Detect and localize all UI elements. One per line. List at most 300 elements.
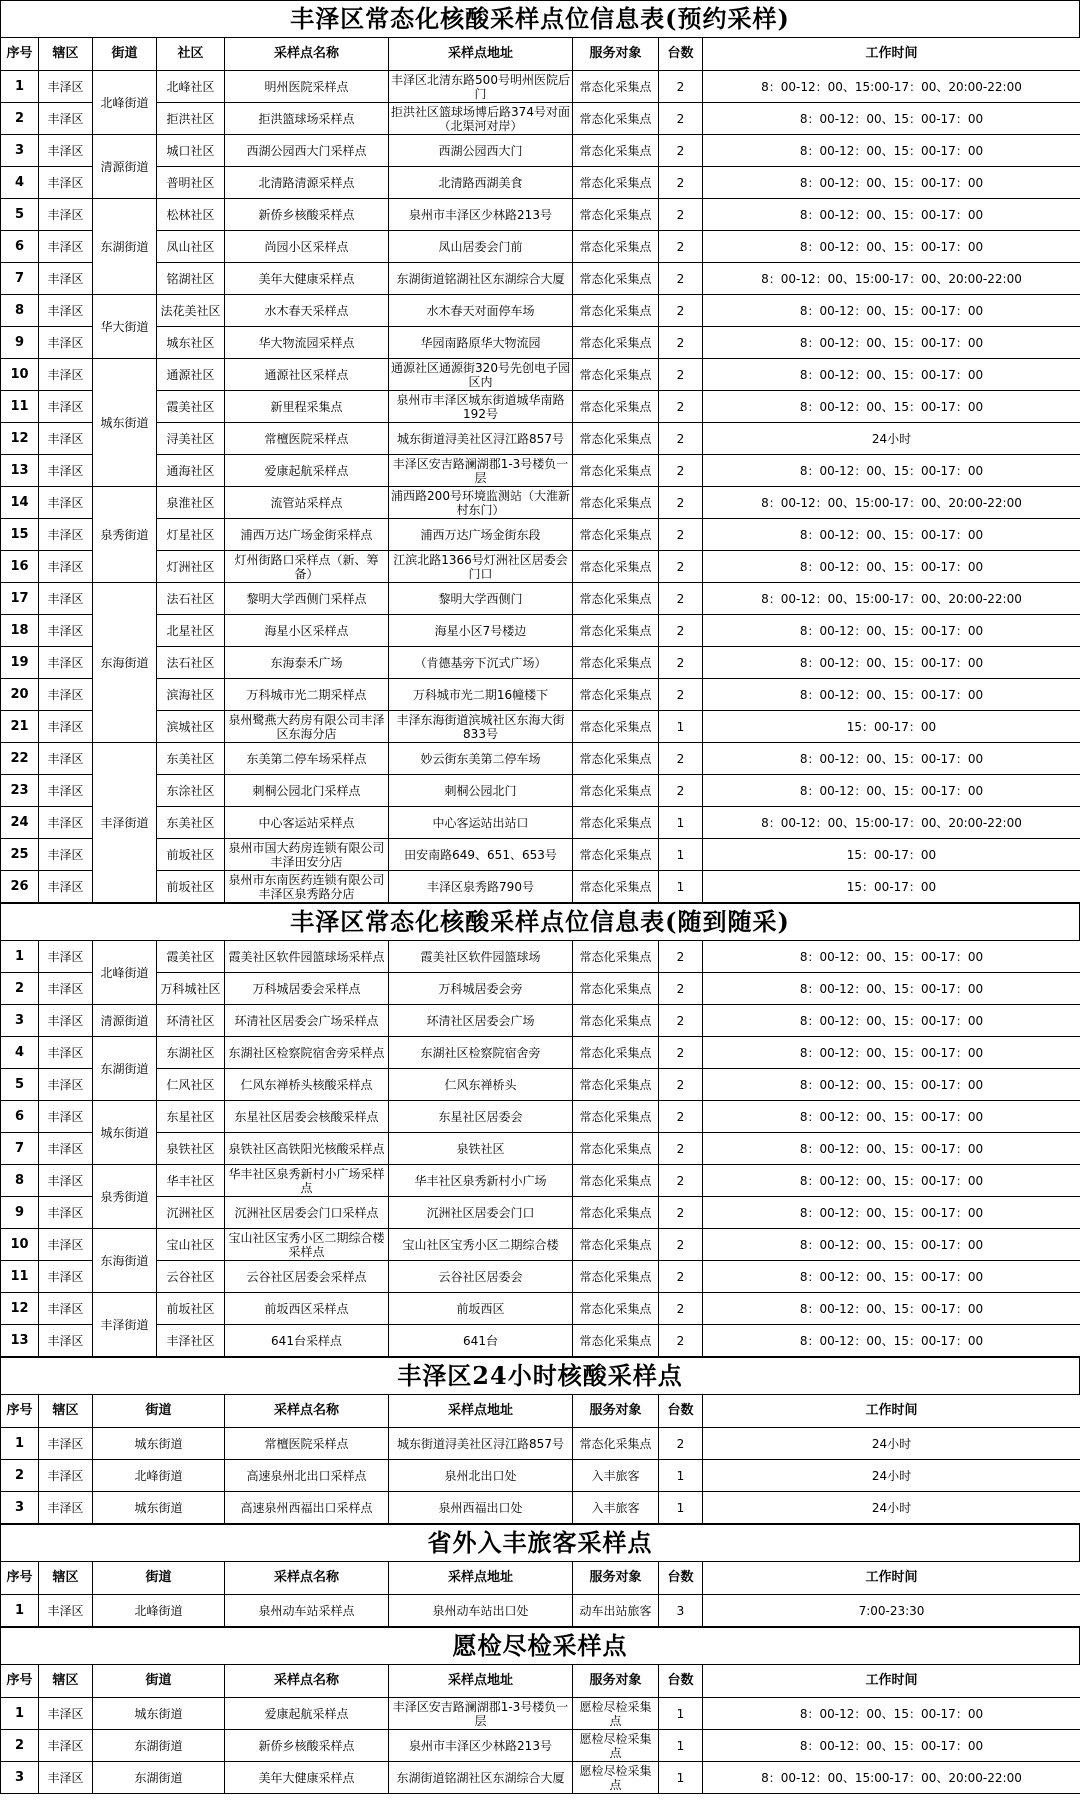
cell-site-name: 高速泉州北出口采样点: [225, 1460, 389, 1492]
table-row: [1, 1133, 1080, 1165]
cell-count: 2: [659, 359, 703, 391]
table-row: [1, 1293, 1080, 1325]
cell-count: 2: [659, 167, 703, 199]
header-site-name: 采样点名称: [225, 1665, 389, 1698]
cell-seq: 12: [1, 423, 39, 455]
cell-community: 灯星社区: [157, 519, 225, 551]
header-site-name: 采样点名称: [225, 38, 389, 71]
table-row: [1, 1261, 1080, 1293]
cell-work-time: 8：00-12：00、15：00-17：00: [703, 679, 1080, 711]
cell-site-address: 华丰社区泉秀新村小广场: [389, 1165, 573, 1197]
cell-work-time: 8：00-12：00、15：00-17：00: [703, 1133, 1080, 1165]
cell-work-time: 8：00-12：00、15：00-17：00: [703, 519, 1080, 551]
cell-street: 泉秀街道: [93, 1165, 157, 1229]
cell-seq: 3: [1, 135, 39, 167]
cell-district: 丰泽区: [39, 1261, 93, 1293]
cell-district: 丰泽区: [39, 1101, 93, 1133]
cell-site-name: 华大物流园采样点: [225, 327, 389, 359]
header-seq: 序号: [1, 1395, 39, 1428]
cell-community: 环清社区: [157, 1005, 225, 1037]
table-row: [1, 775, 1080, 807]
cell-district: 丰泽区: [39, 775, 93, 807]
cell-district: 丰泽区: [39, 1069, 93, 1101]
cell-seq: 16: [1, 551, 39, 583]
cell-site-address: 丰泽区泉秀路790号: [389, 871, 573, 903]
cell-count: 2: [659, 519, 703, 551]
cell-seq: 12: [1, 1293, 39, 1325]
cell-count: 2: [659, 679, 703, 711]
cell-community: 万科城社区: [157, 973, 225, 1005]
cell-service-target: 常态化采集点: [573, 615, 659, 647]
out-of-province-table-body: [1, 1595, 1080, 1627]
cell-work-time: 8：00-12：00、15：00-17：00: [703, 327, 1080, 359]
cell-count: 1: [659, 1460, 703, 1492]
cell-service-target: 常态化采集点: [573, 199, 659, 231]
cell-seq: 1: [1, 71, 39, 103]
cell-service-target: 愿检尽检采集点: [573, 1762, 659, 1794]
24h-table: [0, 1394, 1080, 1524]
cell-count: 2: [659, 103, 703, 135]
header-service-target: 服务对象: [573, 1665, 659, 1698]
cell-community: 铭湖社区: [157, 263, 225, 295]
cell-work-time: 8：00-12：00、15：00-17：00: [703, 941, 1080, 973]
cell-site-address: 浦西路200号环境监测站（大淮新村东门）: [389, 487, 573, 519]
cell-seq: 8: [1, 295, 39, 327]
cell-district: 丰泽区: [39, 1762, 93, 1794]
cell-site-address: 641台: [389, 1325, 573, 1357]
cell-service-target: 常态化采集点: [573, 807, 659, 839]
cell-seq: 2: [1, 973, 39, 1005]
cell-site-name: 北清路清源采样点: [225, 167, 389, 199]
cell-site-address: 妙云街东美第二停车场: [389, 743, 573, 775]
table-row: [1, 1325, 1080, 1357]
cell-service-target: 常态化采集点: [573, 1069, 659, 1101]
cell-community: 云谷社区: [157, 1261, 225, 1293]
table-row: [1, 807, 1080, 839]
cell-site-address: 中心客运站出站口: [389, 807, 573, 839]
cell-seq: 22: [1, 743, 39, 775]
cell-district: 丰泽区: [39, 807, 93, 839]
table-row: [1, 423, 1080, 455]
cell-community: 北峰社区: [157, 71, 225, 103]
cell-service-target: 常态化采集点: [573, 711, 659, 743]
header-work-time: 工作时间: [703, 38, 1080, 71]
cell-community: 泉铁社区: [157, 1133, 225, 1165]
cell-work-time: 15：00-17：00: [703, 839, 1080, 871]
cell-count: 2: [659, 295, 703, 327]
cell-service-target: 常态化采集点: [573, 1325, 659, 1357]
cell-count: 2: [659, 647, 703, 679]
walkin-table: [0, 940, 1080, 1357]
cell-site-address: 拒洪社区篮球场博后路374号对面（北渠河对岸）: [389, 103, 573, 135]
cell-site-address: 北清路西湖美食: [389, 167, 573, 199]
cell-count: 3: [659, 1595, 703, 1627]
cell-district: 丰泽区: [39, 1595, 93, 1627]
cell-service-target: 常态化采集点: [573, 167, 659, 199]
header-district: 辖区: [39, 1665, 93, 1698]
cell-site-name: 东星社区居委会核酸采样点: [225, 1101, 389, 1133]
cell-seq: 5: [1, 199, 39, 231]
cell-seq: 7: [1, 1133, 39, 1165]
cell-work-time: 8：00-12：00、15：00-17：00: [703, 647, 1080, 679]
cell-district: 丰泽区: [39, 423, 93, 455]
cell-district: 丰泽区: [39, 647, 93, 679]
cell-count: 2: [659, 1165, 703, 1197]
cell-community: 拒洪社区: [157, 103, 225, 135]
cell-seq: 4: [1, 167, 39, 199]
cell-count: 2: [659, 1101, 703, 1133]
cell-site-address: 环清社区居委会广场: [389, 1005, 573, 1037]
cell-seq: 11: [1, 1261, 39, 1293]
cell-service-target: 常态化采集点: [573, 423, 659, 455]
cell-district: 丰泽区: [39, 519, 93, 551]
cell-work-time: 15：00-17：00: [703, 871, 1080, 903]
cell-count: 1: [659, 1730, 703, 1762]
cell-service-target: 常态化采集点: [573, 487, 659, 519]
cell-seq: 4: [1, 1037, 39, 1069]
cell-count: 2: [659, 487, 703, 519]
cell-seq: 7: [1, 263, 39, 295]
cell-work-time: 8：00-12：00、15：00-17：00: [703, 1730, 1080, 1762]
cell-seq: 17: [1, 583, 39, 615]
cell-community: 东湖社区: [157, 1037, 225, 1069]
cell-district: 丰泽区: [39, 295, 93, 327]
cell-site-name: 东海泰禾广场: [225, 647, 389, 679]
appointment-table: [0, 37, 1080, 903]
cell-count: 1: [659, 871, 703, 903]
cell-work-time: 24小时: [703, 423, 1080, 455]
cell-community: 滨城社区: [157, 711, 225, 743]
cell-count: 2: [659, 455, 703, 487]
header-work-time: 工作时间: [703, 1395, 1080, 1428]
cell-site-address: 丰泽区安吉路澜湖郡1-3号楼负一层: [389, 455, 573, 487]
table-row: [1, 551, 1080, 583]
cell-count: 1: [659, 839, 703, 871]
cell-work-time: 24小时: [703, 1428, 1080, 1460]
table-row: [1, 1492, 1080, 1524]
cell-site-name: 前坂西区采样点: [225, 1293, 389, 1325]
cell-service-target: 常态化采集点: [573, 1197, 659, 1229]
cell-work-time: 8：00-12：00、15：00-17：00: [703, 973, 1080, 1005]
cell-service-target: 常态化采集点: [573, 1428, 659, 1460]
header-work-time: 工作时间: [703, 1562, 1080, 1595]
cell-work-time: 8：00-12：00、15：00-17：00: [703, 1165, 1080, 1197]
cell-street: 城东街道: [93, 1698, 225, 1730]
header-district: 辖区: [39, 1562, 93, 1595]
cell-district: 丰泽区: [39, 263, 93, 295]
table-row: [1, 1197, 1080, 1229]
cell-site-name: 泉州市东南医药连锁有限公司丰泽区泉秀路分店: [225, 871, 389, 903]
cell-site-name: 爱康起航采样点: [225, 1698, 389, 1730]
cell-site-name: 通源社区采样点: [225, 359, 389, 391]
cell-work-time: 8：00-12：00、15：00-17：00: [703, 1005, 1080, 1037]
cell-site-name: 水木春天采样点: [225, 295, 389, 327]
header-service-target: 服务对象: [573, 1562, 659, 1595]
cell-site-address: 东湖社区检察院宿舍旁: [389, 1037, 573, 1069]
cell-count: 2: [659, 615, 703, 647]
table-header-row: [1, 38, 1080, 71]
table-header-row: [1, 1665, 1080, 1698]
cell-community: 城东社区: [157, 327, 225, 359]
cell-community: 泉淮社区: [157, 487, 225, 519]
cell-work-time: 8：00-12：00、15：00-17：00: [703, 199, 1080, 231]
header-street: 街道: [93, 1665, 225, 1698]
header-count: 台数: [659, 38, 703, 71]
cell-count: 2: [659, 941, 703, 973]
cell-work-time: 8：00-12：00、15：00-17：00: [703, 1325, 1080, 1357]
cell-district: 丰泽区: [39, 941, 93, 973]
cell-site-address: 万科城居委会旁: [389, 973, 573, 1005]
cell-work-time: 8：00-12：00、15：00-17：00: [703, 135, 1080, 167]
cell-district: 丰泽区: [39, 199, 93, 231]
cell-seq: 18: [1, 615, 39, 647]
table-row: [1, 391, 1080, 423]
cell-site-address: 东湖街道铭湖社区东湖综合大厦: [389, 1762, 573, 1794]
cell-seq: 10: [1, 359, 39, 391]
cell-site-name: 高速泉州西福出口采样点: [225, 1492, 389, 1524]
cell-work-time: 8：00-12：00、15：00-17：00: [703, 743, 1080, 775]
header-district: 辖区: [39, 38, 93, 71]
section-title-24h: 丰泽区24小时核酸采样点: [0, 1357, 1080, 1394]
cell-service-target: 常态化采集点: [573, 295, 659, 327]
table-row: [1, 615, 1080, 647]
cell-district: 丰泽区: [39, 167, 93, 199]
header-seq: 序号: [1, 1665, 39, 1698]
cell-community: 城口社区: [157, 135, 225, 167]
cell-site-address: 泉州西福出口处: [389, 1492, 573, 1524]
cell-site-name: 641台采样点: [225, 1325, 389, 1357]
cell-count: 2: [659, 1293, 703, 1325]
cell-service-target: 常态化采集点: [573, 519, 659, 551]
table-row: [1, 231, 1080, 263]
table-row: [1, 519, 1080, 551]
cell-community: 前坂社区: [157, 839, 225, 871]
cell-site-address: 云谷社区居委会: [389, 1261, 573, 1293]
table-row: [1, 1460, 1080, 1492]
table-row: [1, 941, 1080, 973]
voluntary-table: [0, 1664, 1080, 1794]
cell-street: 北峰街道: [93, 1460, 225, 1492]
cell-street: 东湖街道: [93, 199, 157, 295]
cell-service-target: 常态化采集点: [573, 1165, 659, 1197]
cell-count: 2: [659, 1229, 703, 1261]
cell-work-time: 8：00-12：00、15：00-17：00: [703, 391, 1080, 423]
cell-street: 北峰街道: [93, 1595, 225, 1627]
cell-service-target: 常态化采集点: [573, 359, 659, 391]
header-site-name: 采样点名称: [225, 1395, 389, 1428]
cell-site-address: 东星社区居委会: [389, 1101, 573, 1133]
cell-district: 丰泽区: [39, 1698, 93, 1730]
cell-community: 法花美社区: [157, 295, 225, 327]
cell-count: 2: [659, 231, 703, 263]
cell-community: 仁风社区: [157, 1069, 225, 1101]
cell-site-name: 黎明大学西侧门采样点: [225, 583, 389, 615]
cell-site-name: 西湖公园西大门采样点: [225, 135, 389, 167]
cell-count: 1: [659, 807, 703, 839]
table-row: [1, 359, 1080, 391]
cell-service-target: 常态化采集点: [573, 1005, 659, 1037]
cell-service-target: 常态化采集点: [573, 941, 659, 973]
cell-district: 丰泽区: [39, 1005, 93, 1037]
cell-district: 丰泽区: [39, 455, 93, 487]
cell-street: 清源街道: [93, 1005, 157, 1037]
cell-count: 2: [659, 1005, 703, 1037]
header-site-address: 采样点地址: [389, 38, 573, 71]
cell-site-address: 泉州市丰泽区少林路213号: [389, 1730, 573, 1762]
cell-district: 丰泽区: [39, 1460, 93, 1492]
cell-service-target: 常态化采集点: [573, 679, 659, 711]
cell-count: 1: [659, 1492, 703, 1524]
cell-work-time: 8：00-12：00、15：00-17：00: [703, 551, 1080, 583]
cell-count: 2: [659, 1037, 703, 1069]
cell-service-target: 动车出站旅客: [573, 1595, 659, 1627]
cell-seq: 1: [1, 941, 39, 973]
cell-site-address: 水木春天对面停车场: [389, 295, 573, 327]
cell-site-address: 田安南路649、651、653号: [389, 839, 573, 871]
cell-community: 霞美社区: [157, 391, 225, 423]
cell-site-address: 江滨北路1366号灯洲社区居委会门口: [389, 551, 573, 583]
cell-service-target: 常态化采集点: [573, 1101, 659, 1133]
cell-street: 丰泽街道: [93, 1293, 157, 1357]
cell-site-address: 泉州市丰泽区城东街道城华南路192号: [389, 391, 573, 423]
cell-work-time: 8：00-12：00、15：00-17：00: [703, 1698, 1080, 1730]
cell-seq: 20: [1, 679, 39, 711]
cell-site-name: 泉铁社区高铁阳光核酸采样点: [225, 1133, 389, 1165]
cell-count: 2: [659, 327, 703, 359]
cell-district: 丰泽区: [39, 679, 93, 711]
table-row: [1, 135, 1080, 167]
cell-work-time: 8：00-12：00、15：00-17：00: [703, 295, 1080, 327]
table-row: [1, 647, 1080, 679]
cell-site-name: 海星小区采样点: [225, 615, 389, 647]
cell-site-address: 海星小区7号楼边: [389, 615, 573, 647]
cell-street: 东湖街道: [93, 1762, 225, 1794]
header-seq: 序号: [1, 38, 39, 71]
cell-street: 城东街道: [93, 1492, 225, 1524]
cell-work-time: 8：00-12：00、15：00-17：00: [703, 1037, 1080, 1069]
cell-seq: 9: [1, 327, 39, 359]
cell-seq: 14: [1, 487, 39, 519]
cell-seq: 21: [1, 711, 39, 743]
section-title-appointment: 丰泽区常态化核酸采样点位信息表(预约采样): [0, 0, 1080, 37]
cell-street: 城东街道: [93, 1101, 157, 1165]
cell-community: 法石社区: [157, 583, 225, 615]
cell-service-target: 入丰旅客: [573, 1492, 659, 1524]
cell-site-name: 常檀医院采样点: [225, 1428, 389, 1460]
cell-street: 东海街道: [93, 583, 157, 743]
cell-site-name: 拒洪篮球场采样点: [225, 103, 389, 135]
cell-district: 丰泽区: [39, 135, 93, 167]
table-row: [1, 1698, 1080, 1730]
table-row: [1, 679, 1080, 711]
cell-site-name: 新侨乡核酸采样点: [225, 1730, 389, 1762]
cell-site-address: 黎明大学西侧门: [389, 583, 573, 615]
cell-site-name: 华丰社区泉秀新村小广场采样点: [225, 1165, 389, 1197]
cell-site-address: 丰泽区北清东路500号明州医院后门: [389, 71, 573, 103]
header-community: 社区: [157, 38, 225, 71]
cell-site-name: 美年大健康采样点: [225, 263, 389, 295]
table-header-row: [1, 1562, 1080, 1595]
cell-count: 2: [659, 1261, 703, 1293]
table-row: [1, 973, 1080, 1005]
cell-seq: 15: [1, 519, 39, 551]
cell-count: 2: [659, 263, 703, 295]
cell-site-address: 沉洲社区居委会门口: [389, 1197, 573, 1229]
section-title-walkin: 丰泽区常态化核酸采样点位信息表(随到随采): [0, 903, 1080, 940]
cell-seq: 6: [1, 231, 39, 263]
cell-community: 通源社区: [157, 359, 225, 391]
cell-district: 丰泽区: [39, 487, 93, 519]
cell-site-name: 霞美社区软件园篮球场采样点: [225, 941, 389, 973]
cell-site-address: 东湖街道铭湖社区东湖综合大厦: [389, 263, 573, 295]
cell-work-time: 8：00-12：00、15:00-17：00、20:00-22:00: [703, 807, 1080, 839]
cell-work-time: 8：00-12：00、15：00-17：00: [703, 1229, 1080, 1261]
cell-community: 东星社区: [157, 1101, 225, 1133]
cell-district: 丰泽区: [39, 743, 93, 775]
cell-district: 丰泽区: [39, 71, 93, 103]
cell-community: 滨海社区: [157, 679, 225, 711]
cell-district: 丰泽区: [39, 391, 93, 423]
cell-district: 丰泽区: [39, 1037, 93, 1069]
cell-count: 1: [659, 1762, 703, 1794]
cell-seq: 1: [1, 1698, 39, 1730]
cell-site-name: 新侨乡核酸采样点: [225, 199, 389, 231]
cell-seq: 9: [1, 1197, 39, 1229]
cell-site-name: 流管站采样点: [225, 487, 389, 519]
cell-count: 2: [659, 551, 703, 583]
header-service-target: 服务对象: [573, 1395, 659, 1428]
table-row: [1, 199, 1080, 231]
header-street: 街道: [93, 38, 157, 71]
table-row: [1, 1101, 1080, 1133]
table-row: [1, 743, 1080, 775]
cell-service-target: 常态化采集点: [573, 1229, 659, 1261]
cell-community: 华丰社区: [157, 1165, 225, 1197]
header-site-address: 采样点地址: [389, 1562, 573, 1595]
cell-community: 宝山社区: [157, 1229, 225, 1261]
cell-count: 2: [659, 1133, 703, 1165]
cell-site-name: 美年大健康采样点: [225, 1762, 389, 1794]
cell-site-name: 浦西万达广场金街采样点: [225, 519, 389, 551]
cell-community: 凤山社区: [157, 231, 225, 263]
cell-seq: 25: [1, 839, 39, 871]
header-work-time: 工作时间: [703, 1665, 1080, 1698]
cell-service-target: 常态化采集点: [573, 391, 659, 423]
header-count: 台数: [659, 1395, 703, 1428]
cell-seq: 5: [1, 1069, 39, 1101]
cell-district: 丰泽区: [39, 1293, 93, 1325]
table-row: [1, 487, 1080, 519]
cell-service-target: 常态化采集点: [573, 327, 659, 359]
cell-count: 1: [659, 711, 703, 743]
cell-work-time: 7:00-23:30: [703, 1595, 1080, 1627]
cell-seq: 26: [1, 871, 39, 903]
table-row: [1, 1005, 1080, 1037]
cell-count: 2: [659, 1197, 703, 1229]
cell-district: 丰泽区: [39, 1165, 93, 1197]
cell-site-name: 万科城居委会采样点: [225, 973, 389, 1005]
table-row: [1, 455, 1080, 487]
cell-district: 丰泽区: [39, 1325, 93, 1357]
cell-work-time: 8：00-12：00、15：00-17：00: [703, 615, 1080, 647]
cell-site-name: 泉州市国大药房连锁有限公司丰泽田安分店: [225, 839, 389, 871]
appointment-table-body: [1, 71, 1080, 903]
cell-work-time: 8：00-12：00、15：00-17：00: [703, 167, 1080, 199]
cell-count: 2: [659, 775, 703, 807]
table-row: [1, 1165, 1080, 1197]
cell-site-name: 云谷社区居委会采样点: [225, 1261, 389, 1293]
cell-site-name: 爱康起航采样点: [225, 455, 389, 487]
